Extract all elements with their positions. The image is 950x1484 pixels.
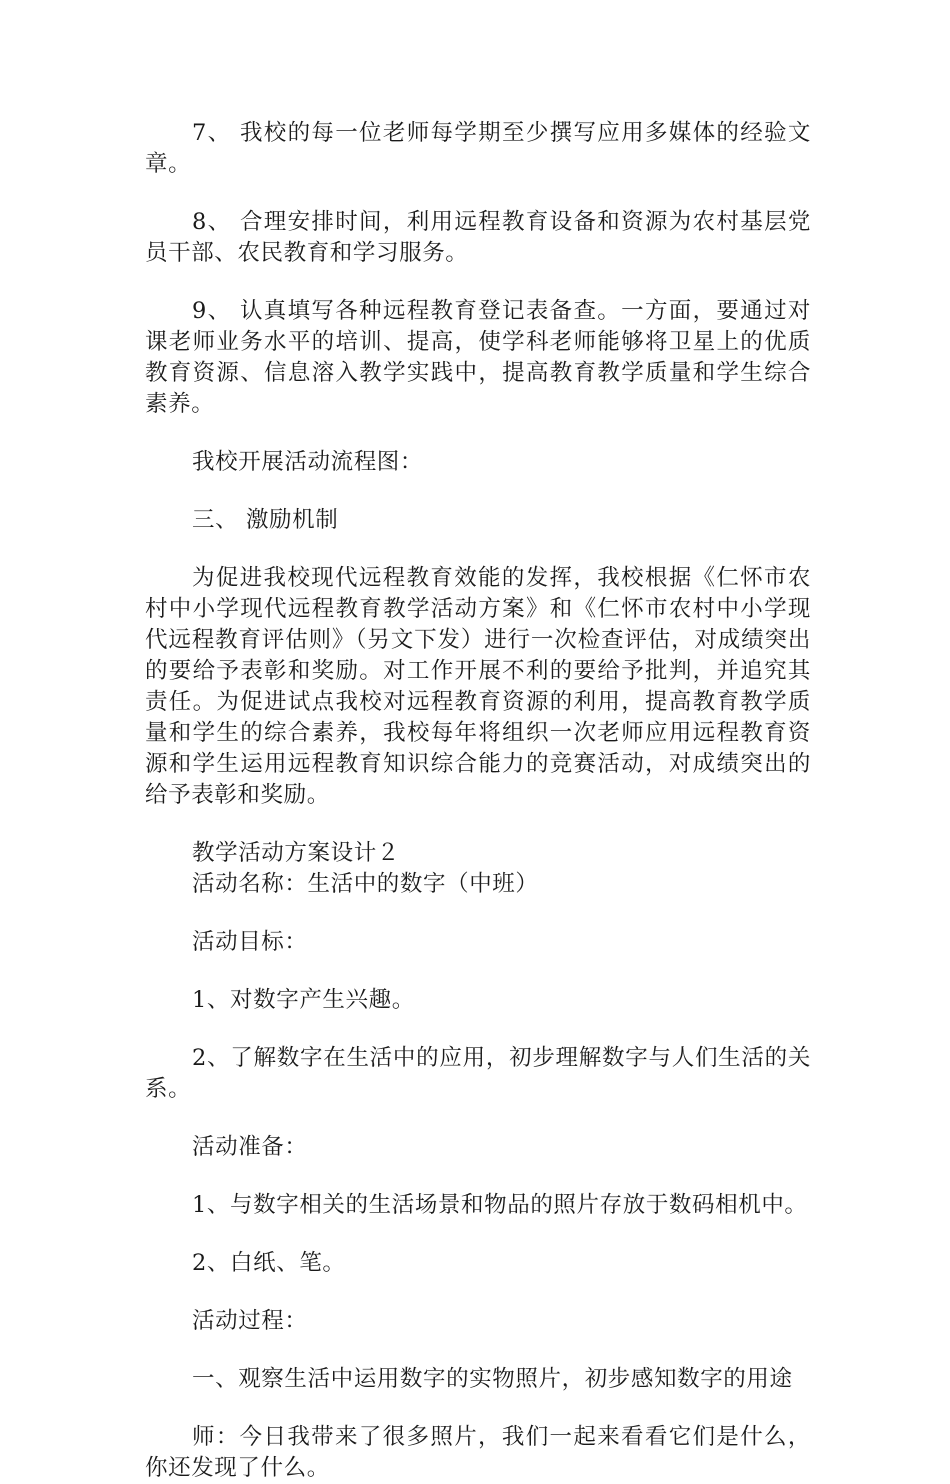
paragraph-item-8: 8、 合理安排时间，利用远程教育设备和资源为农村基层党员干部、农民教育和学习服务。 bbox=[145, 209, 811, 266]
heading-activity-process: 活动过程： bbox=[192, 1308, 308, 1334]
goal-item-1: 1、对数字产生兴趣。 bbox=[192, 987, 415, 1013]
document-page bbox=[145, 118, 811, 1484]
paragraph-flowchart-caption: 我校开展活动流程图： bbox=[192, 449, 424, 475]
heading-activity-goals: 活动目标： bbox=[192, 929, 308, 955]
section-title-design-2: 教学活动方案设计２ bbox=[192, 840, 400, 866]
goal-item-2: 2、了解数字在生活中的应用，初步理解数字与人们生活的关系。 bbox=[145, 1045, 811, 1102]
preparation-item-2: 2、白纸、笔。 bbox=[192, 1250, 346, 1276]
section-heading-incentive: 三、 激励机制 bbox=[192, 507, 339, 533]
paragraph-incentive-body: 为促进我校现代远程教育效能的发挥，我校根据《仁怀市农村中小学现代远程教育教学活动方案》和《仁怀市农村中小学现代远程教育评估则》（另文下发）进行一次检查评估，对成绩突出的要给予表彰和奖励。对工作开展不利的要给予批判，并追究其责任。为促进试点我校对远程教育资源的利用，提高教育教学质量和学生的综合素养，我校每年将组织一次老师应用远程教育资源和学生运用远程教育知识综合能力的竞赛活动，对成绩突出的给予表彰和奖励。 bbox=[145, 565, 811, 808]
preparation-item-1: 1、与数字相关的生活场景和物品的照片存放于数码相机中。 bbox=[192, 1192, 808, 1218]
teacher-dialogue: 师：今日我带来了很多照片，我们一起来看看它们是什么，你还发现了什么。 bbox=[145, 1424, 811, 1481]
paragraph-item-9: 9、 认真填写各种远程教育登记表备查。一方面，要通过对课老师业务水平的培训、提高，使学科老师能够将卫星上的优质教育资源、信息溶入教学实践中，提高教育教学质量和学生综合素养。 bbox=[145, 298, 811, 417]
process-step-1: 一、观察生活中运用数字的实物照片，初步感知数字的用途 bbox=[192, 1366, 793, 1392]
activity-name: 活动名称：生活中的数字（中班） bbox=[192, 871, 539, 897]
heading-activity-preparation: 活动准备： bbox=[192, 1134, 308, 1160]
paragraph-item-7: 7、 我校的每一位老师每学期至少撰写应用多媒体的经验文章。 bbox=[145, 120, 811, 177]
